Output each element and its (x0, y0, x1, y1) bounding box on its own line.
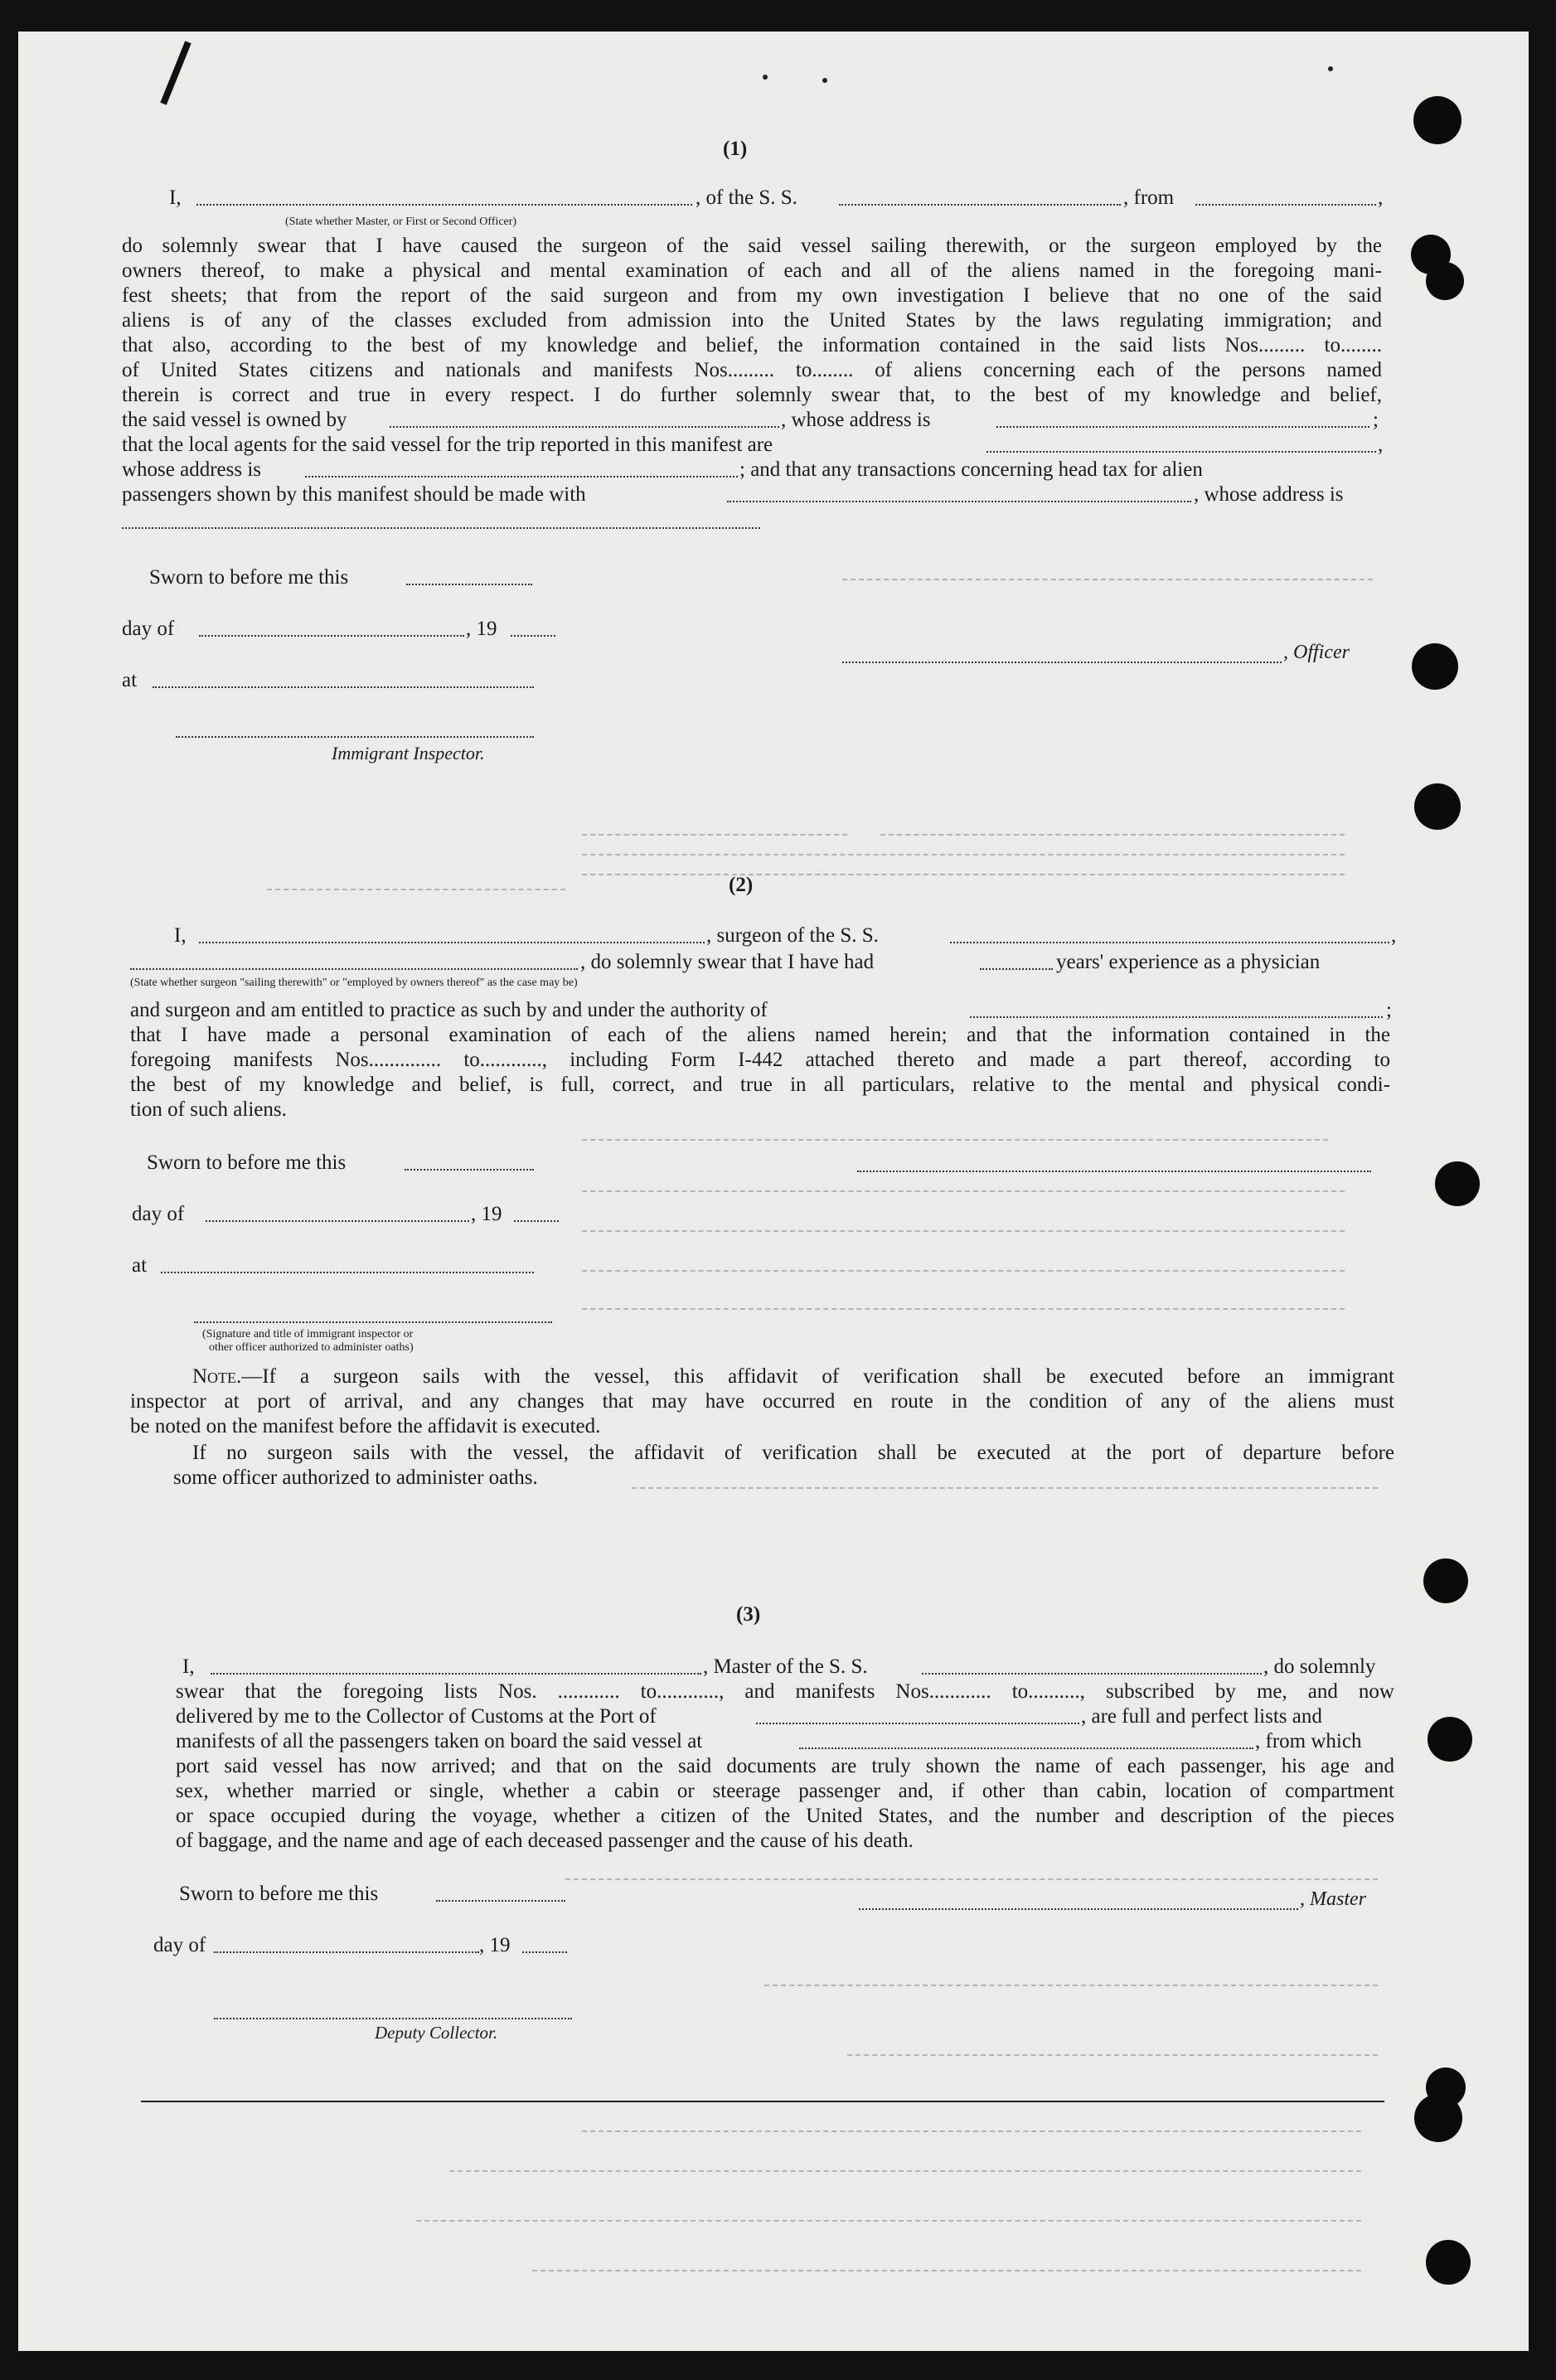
s3-master-of-ss: , Master of the S. S. (703, 1655, 868, 1678)
s3-full-and-perfect: , are full and perfect lists and (1081, 1705, 1322, 1728)
punch-hole (1412, 643, 1458, 690)
punch-hole (1414, 2094, 1462, 2142)
blank-surgeon-status[interactable] (130, 968, 578, 970)
blank-inspector-signature[interactable] (176, 736, 534, 738)
punch-hole (1423, 1558, 1468, 1603)
s1-passengers-shown: passengers shown by this manifest should be made with (122, 483, 586, 506)
blank-s3-sworn-day[interactable] (436, 1900, 565, 1902)
s2-note-line-2: inspector at port of arrival, and any changes that may have occurred en route in the condition of any of the aliens must (130, 1390, 1394, 1413)
s2-note-line-3: be noted on the manifest before the affidavit is executed. (130, 1415, 601, 1437)
s1-para-line-3: fest sheets; that from the report of the said surgeon and from my own investigation I believe that no one of the said (122, 284, 1382, 307)
blank-local-agents[interactable] (986, 451, 1376, 453)
s1-para-line-1: do solemnly swear that I have caused the surgeon of the said vessel sailing therewith, or the surgeon employed by the (122, 235, 1382, 257)
s3-day-of: day of (153, 1934, 206, 1956)
speck (822, 78, 827, 83)
section-2-number: (2) (729, 874, 754, 896)
bleed-through (582, 1270, 1345, 1272)
blank-from-port[interactable] (1195, 204, 1376, 206)
s2-i: I, (174, 924, 187, 947)
punch-hole (1426, 2240, 1471, 2285)
semicolon: ; (1373, 409, 1379, 431)
bleed-through (764, 1985, 1378, 1986)
s1-para-line-4: aliens is of any of the classes excluded from admission into the United States by the laws regulating immigration; and (122, 309, 1382, 332)
punch-hole (1435, 1161, 1480, 1206)
punch-hole (1426, 262, 1464, 300)
section-1-number: (1) (723, 138, 748, 160)
section-1-line-i: I, (169, 187, 182, 209)
s1-officer: , Officer (1283, 642, 1350, 663)
s1-para-line-2: owners thereof, to make a physical and mental examination of each and all of the aliens named in the foregoing mani- (122, 259, 1382, 282)
s1-immigrant-inspector: Immigrant Inspector. (332, 743, 485, 763)
blank-s2-place[interactable] (161, 1272, 534, 1273)
bleed-through (565, 1878, 1378, 1880)
s2-line-4: that I have made a personal examination of each of the aliens named herein; and that the information contained in the (130, 1024, 1390, 1046)
blank-master-ship[interactable] (922, 1673, 1262, 1675)
s2-years-experience: years' experience as a physician (1056, 951, 1321, 973)
s2-day-of: day of (132, 1203, 185, 1225)
blank-s2-sworn-day[interactable] (405, 1169, 534, 1171)
blank-authority[interactable] (970, 1016, 1383, 1018)
note-text: —If a surgeon sails with the vessel, this affidavit of verification shall be executed before an immigrant (241, 1365, 1394, 1388)
blank-surgeon-name[interactable] (199, 942, 705, 943)
s1-year: , 19 (466, 618, 497, 640)
blank-port-of-delivery[interactable] (756, 1723, 1079, 1724)
s2-do-solemnly: , do solemnly swear that I have had (580, 951, 875, 973)
bleed-through (582, 1139, 1328, 1141)
s1-sworn: Sworn to before me this (149, 566, 349, 589)
comma: , (1391, 924, 1397, 947)
s1-whose-address: whose address is (122, 458, 262, 481)
s2-at: at (132, 1254, 148, 1277)
s3-master: , Master (1300, 1888, 1366, 1910)
blank-place[interactable] (153, 686, 534, 688)
bottom-rule (141, 2101, 1384, 2102)
from-label: , from (1123, 187, 1175, 209)
bleed-through (582, 1308, 1345, 1310)
bleed-through (582, 854, 1345, 856)
bleed-through (632, 1487, 1378, 1489)
note-master-officer: (State whether Master, or First or Second Officer) (285, 216, 517, 228)
s3-sworn: Sworn to before me this (179, 1883, 379, 1905)
blank-master-signature[interactable] (859, 1908, 1298, 1910)
ink-scratch (160, 41, 191, 104)
bleed-through (582, 834, 847, 836)
s3-year: , 19 (479, 1934, 511, 1956)
s3-line-8: of baggage, and the name and age of each deceased passenger and the cause of his death. (176, 1830, 914, 1852)
s2-line-5: foregoing manifests Nos.............. to............, including Form I-442 attached thereto and made a part thereof, according to (130, 1049, 1390, 1071)
bleed-through (582, 1190, 1345, 1192)
s1-whose-address-2: , whose address is (1194, 483, 1344, 506)
bleed-through (582, 874, 1345, 875)
bleed-through (532, 2270, 1361, 2271)
s3-do-solemnly: , do solemnly (1263, 1655, 1376, 1678)
s3-line-6: sex, whether married or single, whether a cabin or steerage passenger and, if other than cabin, location of compartment (176, 1780, 1394, 1802)
s2-note2-line-2: some officer authorized to administer oaths. (173, 1466, 538, 1489)
blank-year[interactable] (511, 635, 555, 637)
section-3-number: (3) (736, 1603, 761, 1626)
blank-s3-month[interactable] (214, 1951, 479, 1953)
s1-day-of: day of (122, 618, 175, 640)
punch-hole (1428, 1717, 1472, 1762)
blank-master-name[interactable] (211, 1673, 701, 1675)
bleed-through (847, 2054, 1378, 2056)
blank-surgeon-signature[interactable] (857, 1171, 1371, 1172)
s3-line-3: delivered by me to the Collector of Customs at the Port of (176, 1705, 657, 1728)
blank-sworn-day[interactable] (406, 584, 532, 585)
s2-line-3: and surgeon and am entitled to practice as such by and under the authority of (130, 999, 768, 1021)
s2-sig-note-1: (Signature and title of immigrant inspector or (202, 1328, 414, 1340)
s1-owner-address-label: , whose address is (781, 409, 931, 431)
comma: , (1378, 187, 1384, 209)
s3-line-5: port said vessel has now arrived; and that on the said documents are truly shown the name of each passenger, his age and (176, 1755, 1394, 1777)
s2-year: , 19 (471, 1203, 502, 1225)
blank-head-tax-address[interactable] (122, 527, 760, 529)
semicolon: ; (1386, 999, 1392, 1021)
s1-para-line-5: that also, according to the best of my knowledge and belief, the information contained in the said lists Nos......... to........ (122, 334, 1382, 356)
s1-at: at (122, 669, 138, 691)
s1-para-line-7: therein is correct and true in every respect. I do further solemnly swear that, to the best of my knowledge and belief, (122, 384, 1382, 406)
s2-sig-note-2: other officer authorized to administer oaths) (209, 1341, 414, 1354)
s3-line-7: or space occupied during the voyage, whether a citizen of the United States, and the number and description of the pieces (176, 1805, 1394, 1827)
s3-deputy-collector: Deputy Collector. (375, 2023, 498, 2043)
s1-owned-by: the said vessel is owned by (122, 409, 347, 431)
s3-from-which: , from which (1255, 1730, 1362, 1752)
bleed-through (842, 579, 1373, 580)
s1-head-tax: ; and that any transactions concerning head tax for alien (739, 458, 1203, 481)
bleed-through (582, 1230, 1345, 1232)
bleed-through (416, 2220, 1361, 2222)
s3-line-2: swear that the foregoing lists Nos. ............ to............, and manifests Nos............ to.........., subscribed by me, and now (176, 1680, 1394, 1703)
blank-owner-address[interactable] (996, 426, 1369, 428)
speck (1328, 66, 1333, 71)
blank-s3-year[interactable] (522, 1951, 567, 1953)
note-surgeon-status: (State whether surgeon "sailing therewith" or "employed by owners thereof" as the case may be) (130, 977, 578, 989)
s1-para-line-6: of United States citizens and nationals and manifests Nos......... to........ of aliens concerning each of the persons named (122, 359, 1382, 381)
of-the-ss-label: , of the S. S. (696, 187, 797, 209)
blank-s2-year[interactable] (514, 1220, 559, 1222)
blank-s2-signature[interactable] (194, 1321, 552, 1323)
bleed-through (267, 889, 565, 890)
comma: , (1378, 434, 1384, 456)
blank-agents-address[interactable] (305, 476, 738, 477)
manifest-back-page (18, 32, 1529, 2351)
s2-line-6: the best of my knowledge and belief, is full, correct, and true in all particulars, relative to the mental and physical condi- (130, 1074, 1390, 1096)
s2-line-7: tion of such aliens. (130, 1098, 287, 1121)
s2-sworn: Sworn to before me this (147, 1151, 347, 1174)
s2-surgeon-of-ss: , surgeon of the S. S. (706, 924, 879, 947)
bleed-through (449, 2170, 1361, 2172)
s2-note-line-1 (192, 1365, 1394, 1389)
bleed-through (880, 834, 1345, 836)
s3-line-4: manifests of all the passengers taken on board the said vessel at (176, 1730, 703, 1752)
bleed-through (582, 2130, 1361, 2132)
note-label: Note. (192, 1365, 242, 1388)
blank-owner[interactable] (390, 426, 779, 428)
s3-i: I, (182, 1655, 195, 1678)
blank-collector-signature[interactable] (214, 2018, 572, 2019)
blank-officer-signature[interactable] (842, 662, 1282, 663)
s2-note2-line-1: If no surgeon sails with the vessel, the affidavit of verification shall be executed at the port of departure before (192, 1442, 1394, 1464)
speck (763, 75, 768, 80)
blank-month[interactable] (199, 635, 464, 637)
blank-surgeon-ship[interactable] (950, 942, 1389, 943)
blank-officer-name[interactable] (196, 204, 692, 206)
blank-years-experience[interactable] (980, 968, 1053, 970)
punch-hole (1414, 783, 1461, 830)
blank-s2-month[interactable] (206, 1220, 469, 1222)
blank-port-of-embarkation[interactable] (799, 1747, 1253, 1749)
blank-ship-name[interactable] (839, 204, 1121, 206)
punch-hole (1413, 96, 1461, 144)
s1-local-agents: that the local agents for the said vessel for the trip reported in this manifest are (122, 434, 773, 456)
blank-head-tax-party[interactable] (727, 501, 1191, 502)
